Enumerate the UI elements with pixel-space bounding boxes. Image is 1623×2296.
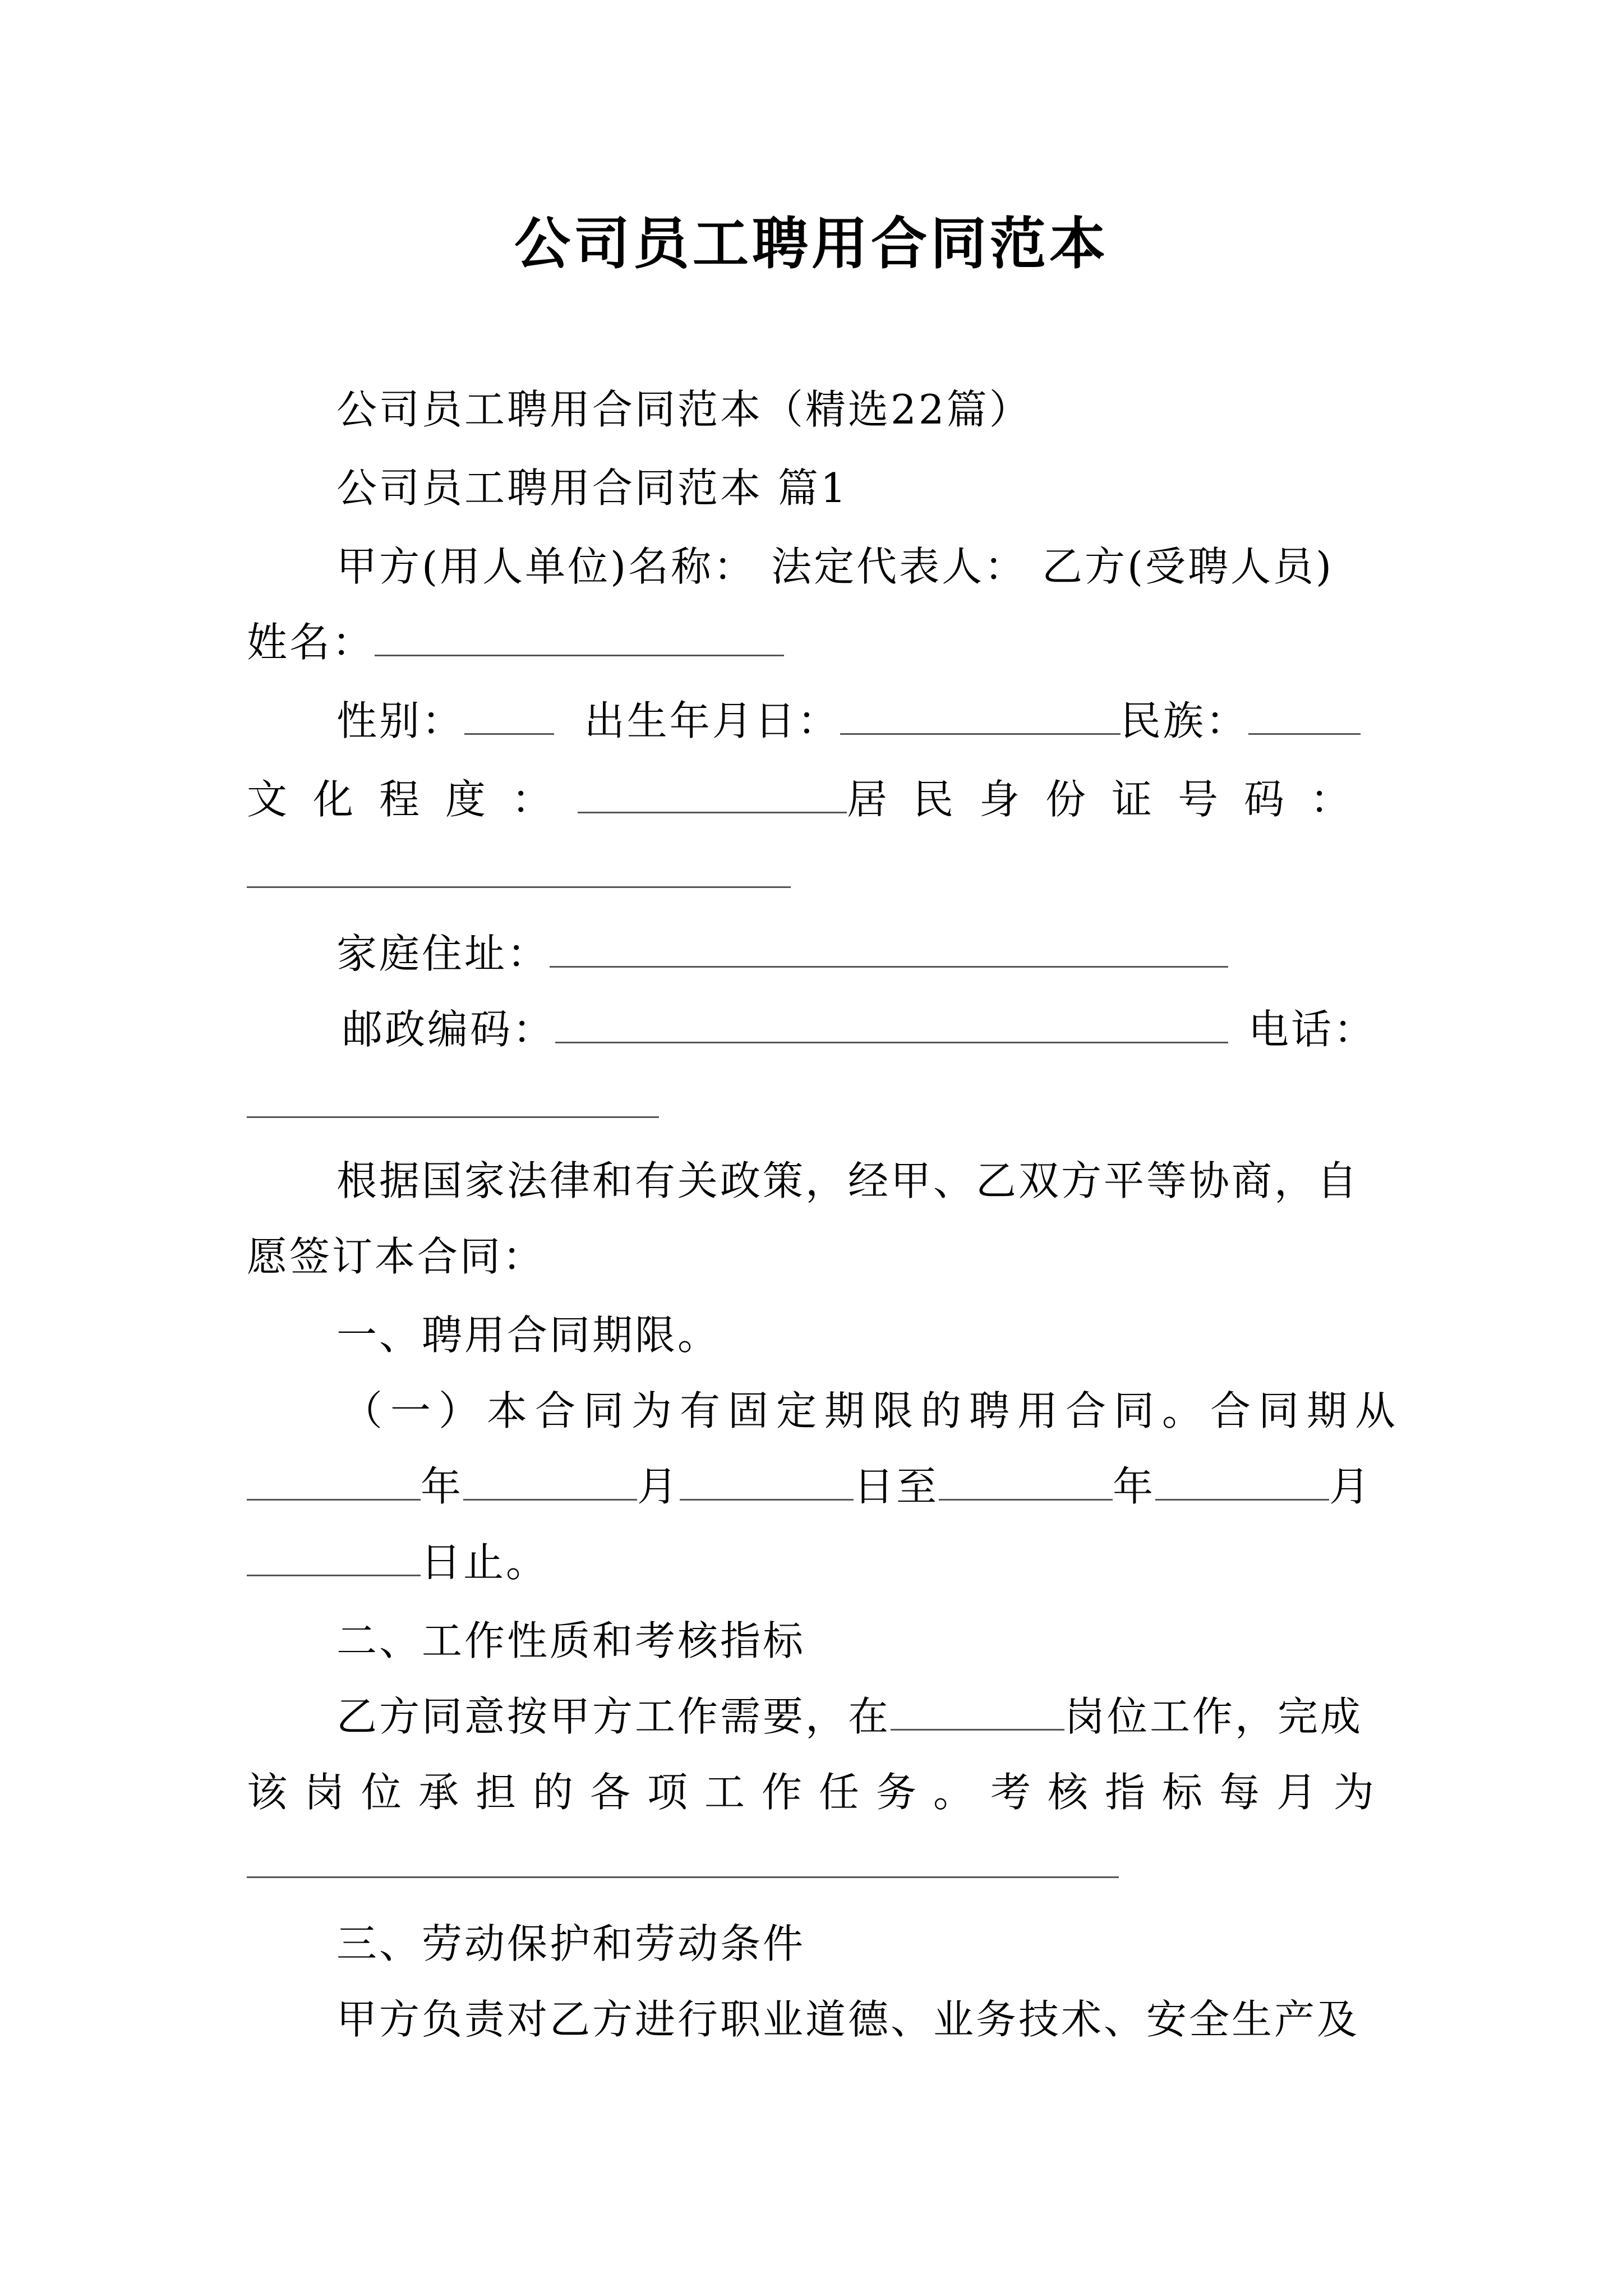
section-1-heading: 一、聘用合同期限。 bbox=[336, 1312, 721, 1359]
section-2-text-a: 乙方同意按甲方工作需要，在 bbox=[336, 1693, 891, 1740]
post-blank bbox=[891, 1695, 1064, 1731]
postcode-label: 邮政编码： bbox=[342, 1006, 556, 1053]
phone-blank bbox=[247, 1116, 659, 1118]
date-range-row bbox=[247, 1458, 1372, 1515]
intro-line-2: 愿签订本合同： bbox=[247, 1233, 546, 1280]
section-1-item: （一）本合同为有固定期限的聘用合同。合同期从 bbox=[342, 1387, 1404, 1434]
subtitle: 公司员工聘用合同范本（精选22篇） bbox=[336, 386, 1032, 433]
ethnic-blank bbox=[1248, 700, 1361, 735]
address-label: 家庭住址： bbox=[336, 930, 550, 977]
section-2-heading: 二、工作性质和考核指标 bbox=[336, 1617, 806, 1664]
education-row bbox=[247, 771, 1376, 827]
section-2-text-d: 考核指标每月为 bbox=[990, 1769, 1391, 1816]
birth-blank bbox=[840, 700, 1121, 735]
month-label: 月 bbox=[637, 1463, 680, 1510]
section-3-heading: 三、劳动保护和劳动条件 bbox=[336, 1920, 806, 1967]
section-2-line-2 bbox=[247, 1764, 1391, 1820]
phone-label: 电话： bbox=[1248, 1006, 1376, 1053]
name-blank bbox=[375, 621, 784, 656]
end-year-label: 年 bbox=[1113, 1463, 1156, 1510]
id-label: 居民身份证号码： bbox=[846, 776, 1376, 823]
ethnic-label: 民族： bbox=[1120, 697, 1248, 744]
start-day-blank bbox=[680, 1465, 854, 1501]
intro-line-1: 根据国家法律和有关政策，经甲、乙双方平等协商，自 bbox=[336, 1157, 1360, 1204]
date-end-row bbox=[247, 1534, 548, 1590]
section-2-line-1 bbox=[336, 1688, 1363, 1745]
end-month-blank bbox=[1155, 1465, 1329, 1501]
end-day-blank bbox=[247, 1541, 421, 1576]
party-line: 甲方(用人单位)名称： 法定代表人： 乙方(受聘人员) bbox=[336, 543, 1334, 590]
id-blank bbox=[247, 886, 791, 888]
gender-row bbox=[336, 693, 1361, 749]
section-3-line-1: 甲方负责对乙方进行职业道德、业务技术、安全生产及 bbox=[336, 1996, 1360, 2043]
start-month-blank bbox=[463, 1465, 637, 1501]
birth-label: 出生年月日： bbox=[584, 697, 840, 744]
address-row bbox=[336, 926, 1228, 982]
postcode-blank bbox=[555, 1008, 1228, 1043]
address-blank bbox=[550, 932, 1228, 968]
day-to-label: 日至 bbox=[854, 1463, 939, 1510]
end-month-label: 月 bbox=[1329, 1463, 1372, 1510]
end-year-blank bbox=[939, 1465, 1113, 1501]
end-day-label: 日止。 bbox=[421, 1539, 549, 1586]
section-2-text-b: 岗位工作，完成 bbox=[1064, 1693, 1363, 1740]
year-label: 年 bbox=[421, 1463, 464, 1510]
start-year-blank bbox=[247, 1465, 421, 1501]
assessment-blank bbox=[247, 1876, 1119, 1878]
gender-blank bbox=[464, 700, 554, 735]
edu-blank bbox=[578, 778, 847, 813]
gender-label: 性别： bbox=[336, 697, 465, 744]
name-label: 姓名： bbox=[247, 619, 375, 666]
chapter-heading: 公司员工聘用合同范本 篇1 bbox=[336, 464, 849, 512]
section-2-text-c: 该岗位承担的各项工作任务。 bbox=[247, 1769, 991, 1816]
postcode-row bbox=[342, 1001, 1376, 1057]
edu-label: 文化程度： bbox=[247, 776, 578, 823]
page-title: 公司员工聘用合同范本 bbox=[514, 211, 1109, 277]
name-row bbox=[247, 614, 784, 670]
